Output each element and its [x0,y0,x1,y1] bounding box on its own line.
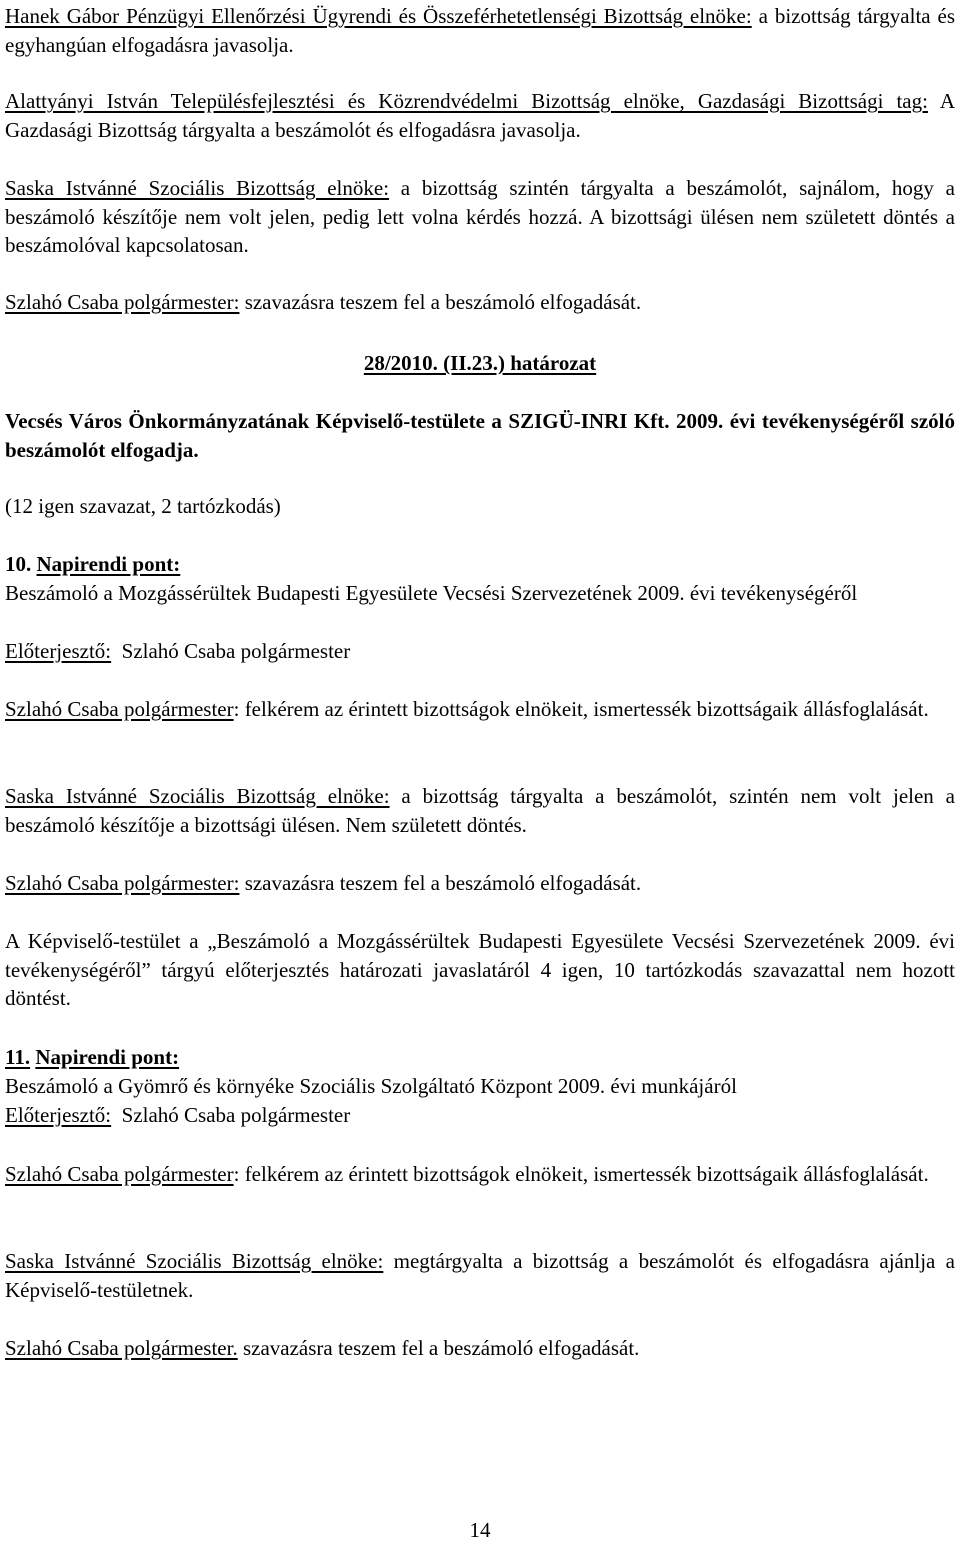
presenter-label: Előterjesztő: [5,639,112,663]
presenter-name: Szlahó Csaba polgármester [111,639,351,663]
agenda-11-entry-3 [5,1334,955,1363]
resolution-number: 28/2010. (II.23.) határozat [363,351,597,375]
speaker-name: Szlahó Csaba polgármester: [5,871,240,895]
agenda-11-entry-1 [5,1160,955,1189]
statement-text: szavazásra teszem fel a beszámoló elfogadását. [239,290,642,314]
statement-text: szavazásra teszem fel a beszámoló elfogadását. [237,1336,640,1360]
agenda-item-10-heading [5,550,955,579]
agenda-item-10-title: Beszámoló a Mozgássérültek Budapesti Egyesülete Vecsési Szervezetének 2009. évi tevékenységéről [5,581,858,605]
statement-text: a bizottság tárgyalta a beszámolót, szintén nem volt jelen a beszámoló készítője a bizottsági ülésen. Nem született döntés. [5,784,955,837]
resolution-text: Vecsés Város Önkormányzatának Képviselő-testülete a SZIGÜ-INRI Kft. 2009. évi tevékenységéről szóló beszámolót elfogadja. [5,409,955,462]
speaker-name: Szlahó Csaba polgármester [5,697,234,721]
paragraph-szlaho [5,288,955,317]
speaker-name: Saska Istvánné Szociális Bizottság elnöke: [5,1249,384,1273]
speaker-name: Szlahó Csaba polgármester [5,1162,234,1186]
presenter-label: Előterjesztő: [5,1103,112,1127]
agenda-10-entry-2 [5,782,955,839]
agenda-item-11-heading [5,1043,955,1072]
agenda-10-outcome: A Képviselő-testület a „Beszámoló a Mozgássérültek Budapesti Egyesülete Vecsési Szervezetének 2009. évi tevékenységéről” tárgyú előterjesztés határozati javaslatáról 4 igen, 10 tartózkodás szavazattal nem hozott döntést. [5,929,955,1010]
vote-result: (12 igen szavazat, 2 tartózkodás) [5,494,281,518]
paragraph-saska [5,174,955,260]
statement-text: a bizottság szintén tárgyalta a beszámolót, sajnálom, hogy a beszámoló készítője nem volt jelen, pedig lett volna kérdés hozzá. A bizottsági ülésen nem született döntés a beszámolóval kapcsolatosan. [5,176,955,257]
agenda-label: Napirendi pont: [35,1045,180,1069]
speaker-name: Szlahó Csaba polgármester. [5,1336,238,1360]
agenda-number: 10. [5,552,32,576]
agenda-item-10-presenter [5,637,955,666]
speaker-name: Alattyányi István Településfejlesztési és Közrendvédelmi Bizottság elnöke, Gazdasági Bizottsági tag: [5,89,928,113]
statement-text: szavazásra teszem fel a beszámoló elfogadását. [239,871,642,895]
page-number: 14 [469,1518,491,1542]
paragraph-alattyanyi [5,87,955,144]
agenda-11-entry-2 [5,1247,955,1304]
agenda-label: Napirendi pont: [36,552,181,576]
agenda-number: 11. [5,1045,31,1069]
agenda-item-11-title: Beszámoló a Gyömrő és környéke Szociális Szolgáltató Központ 2009. évi munkájáról [5,1074,737,1098]
speaker-name: Saska Istvánné Szociális Bizottság elnöke: [5,784,390,808]
agenda-10-entry-3 [5,869,955,898]
statement-text: megtárgyalta a bizottság a beszámolót és elfogadásra ajánlja a Képviselő-testületnek. [5,1249,955,1302]
paragraph-hanek [5,2,955,59]
statement-text: : felkérem az érintett bizottságok elnökeit, ismertessék bizottságaik állásfoglalását. [233,1162,929,1186]
agenda-item-11-presenter [5,1101,955,1130]
statement-text: A Gazdasági Bizottság tárgyalta a beszámolót és elfogadásra javasolja. [5,89,955,142]
speaker-name: Szlahó Csaba polgármester: [5,290,240,314]
speaker-name: Hanek Gábor Pénzügyi Ellenőrzési Ügyrendi és Összeférhetetlenségi Bizottság elnöke: [5,4,752,28]
agenda-10-entry-1 [5,695,955,724]
presenter-name: Szlahó Csaba polgármester [111,1103,351,1127]
statement-text: a bizottság tárgyalta és egyhangúan elfogadásra javasolja. [5,4,955,57]
speaker-name: Saska Istvánné Szociális Bizottság elnöke: [5,176,390,200]
statement-text: : felkérem az érintett bizottságok elnökeit, ismertessék bizottságaik állásfoglalását. [233,697,929,721]
